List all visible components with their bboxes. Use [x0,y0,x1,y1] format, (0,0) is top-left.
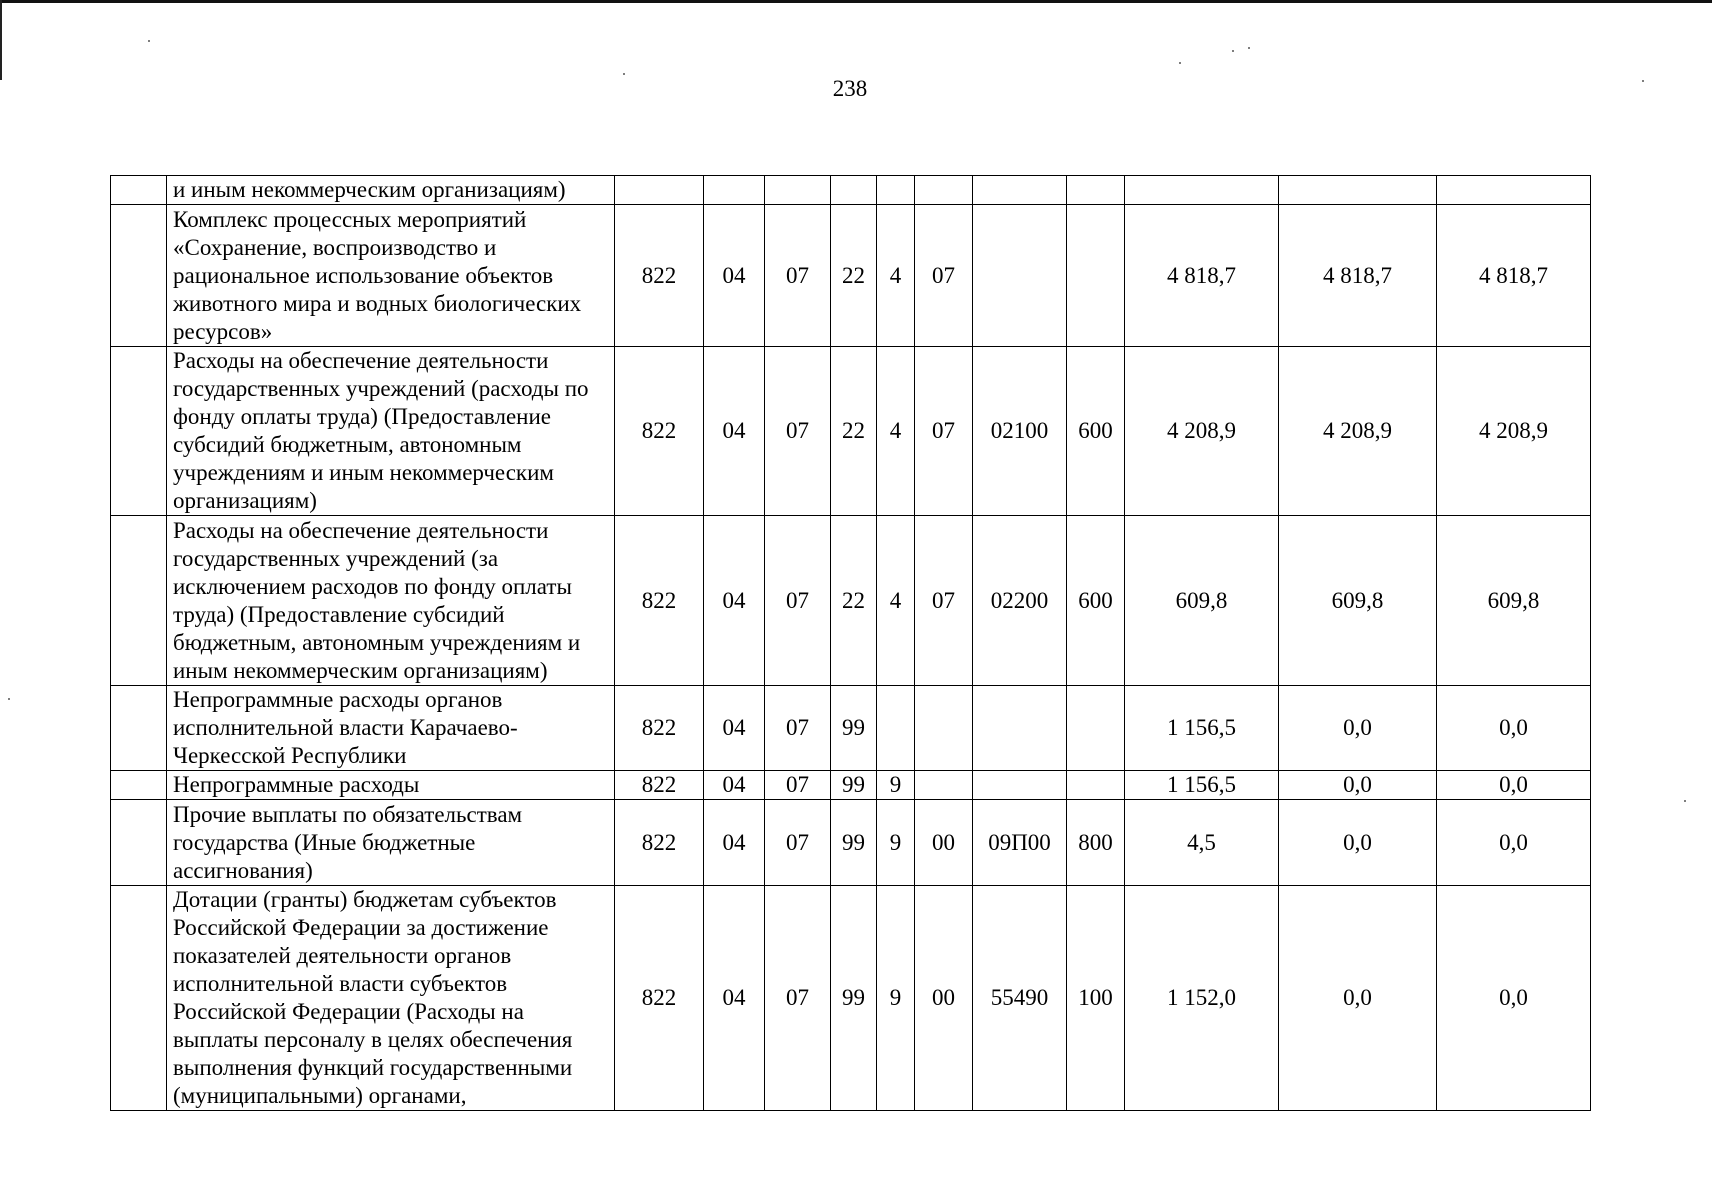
code-cell-7 [973,771,1067,800]
code-cell-5: 4 [877,347,915,516]
row-description: Дотации (гранты) бюджетам субъектов Российской Федерации за достижение показателей деятельности органов исполнительной власти субъектов Российской Федерации (Расходы на выплаты персоналу в целях обеспечения выполнения функций государственными (муниципальными) органами, [167,886,615,1111]
code-cell-2: 04 [704,347,765,516]
scan-speck [1248,47,1250,49]
amount-cell-1: 1 152,0 [1125,886,1279,1111]
code-cell-7 [973,176,1067,205]
code-cell-7: 02100 [973,347,1067,516]
code-cell-4 [831,176,877,205]
code-cell-1: 822 [615,800,704,886]
amount-cell-1: 4,5 [1125,800,1279,886]
code-cell-7: 02200 [973,516,1067,686]
row-description: Непрограммные расходы органов исполнительной власти Карачаево-Черкесской Республики [167,686,615,771]
amount-cell-3: 0,0 [1437,800,1591,886]
row-number-cell [111,686,167,771]
code-cell-2: 04 [704,800,765,886]
row-number-cell [111,205,167,347]
code-cell-2 [704,176,765,205]
table-row [111,800,1591,886]
amount-cell-1 [1125,176,1279,205]
code-cell-7: 55490 [973,886,1067,1111]
code-cell-3: 07 [765,686,831,771]
amount-cell-3: 0,0 [1437,886,1591,1111]
table-row [111,205,1591,347]
code-cell-3: 07 [765,771,831,800]
code-cell-5 [877,176,915,205]
budget-table [110,175,1591,1111]
amount-cell-1: 1 156,5 [1125,686,1279,771]
code-cell-4: 99 [831,686,877,771]
code-cell-5 [877,686,915,771]
amount-cell-3: 0,0 [1437,686,1591,771]
scan-speck [1232,50,1234,52]
code-cell-3: 07 [765,205,831,347]
code-cell-6 [915,176,973,205]
code-cell-6: 00 [915,800,973,886]
code-cell-1 [615,176,704,205]
code-cell-8: 600 [1067,347,1125,516]
amount-cell-3: 4 818,7 [1437,205,1591,347]
scan-speck [8,698,10,700]
code-cell-2: 04 [704,886,765,1111]
table-row [111,347,1591,516]
code-cell-5: 4 [877,205,915,347]
row-number-cell [111,771,167,800]
amount-cell-2: 4 208,9 [1279,347,1437,516]
code-cell-8 [1067,771,1125,800]
row-description: Расходы на обеспечение деятельности государственных учреждений (за исключением расходов по фонду оплаты труда) (Предоставление субсидий бюджетным, автономным учреждениям и иным некоммерческим организациям) [167,516,615,686]
amount-cell-1: 1 156,5 [1125,771,1279,800]
code-cell-1: 822 [615,516,704,686]
table-row [111,771,1591,800]
amount-cell-2: 0,0 [1279,686,1437,771]
amount-cell-2 [1279,176,1437,205]
table-row [111,176,1591,205]
code-cell-2: 04 [704,516,765,686]
code-cell-3 [765,176,831,205]
amount-cell-2: 0,0 [1279,886,1437,1111]
row-number-cell [111,516,167,686]
page-top-edge-line [0,0,1712,3]
scan-speck [1684,800,1686,802]
code-cell-7: 09П00 [973,800,1067,886]
row-number-cell [111,886,167,1111]
row-number-cell [111,347,167,516]
code-cell-5: 9 [877,771,915,800]
code-cell-1: 822 [615,205,704,347]
row-number-cell [111,800,167,886]
table-body [111,176,1591,1111]
amount-cell-3 [1437,176,1591,205]
code-cell-3: 07 [765,347,831,516]
code-cell-6: 07 [915,347,973,516]
table-row [111,886,1591,1111]
amount-cell-3: 0,0 [1437,771,1591,800]
code-cell-1: 822 [615,886,704,1111]
page-left-edge-line [0,0,2,80]
code-cell-4: 99 [831,800,877,886]
code-cell-3: 07 [765,800,831,886]
code-cell-4: 22 [831,205,877,347]
code-cell-5: 9 [877,886,915,1111]
code-cell-8 [1067,686,1125,771]
code-cell-3: 07 [765,886,831,1111]
code-cell-5: 4 [877,516,915,686]
code-cell-8 [1067,205,1125,347]
code-cell-8: 600 [1067,516,1125,686]
code-cell-7 [973,686,1067,771]
row-description: Комплекс процессных мероприятий «Сохранение, воспроизводство и рациональное использование объектов животного мира и водных биологических ресурсов» [167,205,615,347]
code-cell-2: 04 [704,686,765,771]
row-description: и иным некоммерческим организациям) [167,176,615,205]
code-cell-1: 822 [615,347,704,516]
code-cell-7 [973,205,1067,347]
row-description: Непрограммные расходы [167,771,615,800]
code-cell-1: 822 [615,771,704,800]
code-cell-4: 99 [831,886,877,1111]
code-cell-6 [915,771,973,800]
code-cell-6 [915,686,973,771]
amount-cell-1: 609,8 [1125,516,1279,686]
code-cell-2: 04 [704,205,765,347]
amount-cell-2: 609,8 [1279,516,1437,686]
code-cell-6: 07 [915,205,973,347]
table-row [111,516,1591,686]
amount-cell-1: 4 818,7 [1125,205,1279,347]
page-number: 238 [832,76,868,101]
code-cell-1: 822 [615,686,704,771]
row-description: Расходы на обеспечение деятельности государственных учреждений (расходы по фонду оплаты труда) (Предоставление субсидий бюджетным, автономным учреждениям и иным некоммерческим организациям) [167,347,615,516]
table-row [111,686,1591,771]
code-cell-8: 800 [1067,800,1125,886]
amount-cell-1: 4 208,9 [1125,347,1279,516]
code-cell-6: 07 [915,516,973,686]
row-number-cell [111,176,167,205]
code-cell-2: 04 [704,771,765,800]
code-cell-6: 00 [915,886,973,1111]
scan-speck [148,40,150,42]
scan-speck [623,73,625,75]
code-cell-8: 100 [1067,886,1125,1111]
amount-cell-2: 4 818,7 [1279,205,1437,347]
code-cell-5: 9 [877,800,915,886]
code-cell-3: 07 [765,516,831,686]
code-cell-4: 99 [831,771,877,800]
code-cell-8 [1067,176,1125,205]
amount-cell-2: 0,0 [1279,771,1437,800]
amount-cell-3: 609,8 [1437,516,1591,686]
code-cell-4: 22 [831,516,877,686]
scan-speck [1179,62,1181,64]
code-cell-4: 22 [831,347,877,516]
scan-speck [1642,80,1644,82]
amount-cell-2: 0,0 [1279,800,1437,886]
row-description: Прочие выплаты по обязательствам государства (Иные бюджетные ассигнования) [167,800,615,886]
amount-cell-3: 4 208,9 [1437,347,1591,516]
